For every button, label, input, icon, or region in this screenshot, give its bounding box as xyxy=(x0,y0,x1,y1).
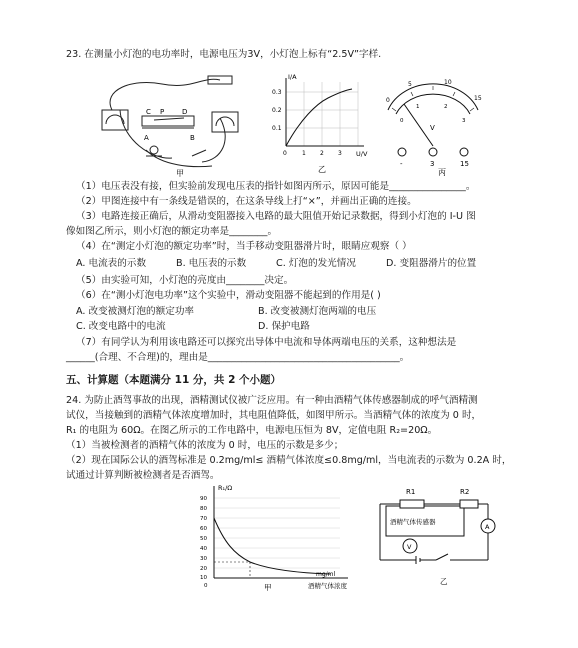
label-r1: R1 xyxy=(406,488,416,496)
graph-q24-ytick: 70 xyxy=(200,516,207,522)
figure-q24-jia-graph xyxy=(190,480,370,592)
label-c: C xyxy=(146,108,151,116)
terminal-label: 15 xyxy=(460,160,469,168)
sensor-label: 酒精气体传感器 xyxy=(390,518,436,526)
graph-q24-x-label: mg/ml xyxy=(316,571,336,578)
q24-line-4: （1）当被检测者的酒精气体的浓度为 0 时，电压的示数是多少； xyxy=(66,440,344,451)
q24-line-3: R₁ 的电阻为 60Ω。在图乙所示的工作电路中，电源电压恒为 8V，定值电阻 R₂=20Ω。 xyxy=(66,425,438,436)
q23-line-5: （4）在“测定小灯泡的额定功率”时，当手移动变阻器滑片时，眼睛应观察（ ） xyxy=(76,241,412,252)
dial-bottom-tick: 1 xyxy=(416,104,420,110)
figure-bing-voltmeter xyxy=(378,72,488,176)
section-5-heading: 五、计算题（本题满分 11 分，共 2 个小题） xyxy=(66,374,282,386)
figure-jia-circuit xyxy=(92,70,264,180)
graph-yi-xtick: 0 xyxy=(283,150,287,157)
q23-title: 23. 在测量小灯泡的电功率时，电源电压为3V，小灯泡上标有“2.5V”字样. xyxy=(66,49,382,60)
graph-q24-ytick: 50 xyxy=(200,536,207,542)
q6-option-c: C. 改变电路中的电流 xyxy=(76,321,166,332)
dial-unit: V xyxy=(430,124,435,132)
graph-yi-y-label: I/A xyxy=(288,73,297,81)
q24-line-5: （2）现在国际公认的酒驾标准是 0.2mg/ml≤ 酒精气体浓度≤0.8mg/ml，当电流表的示数为 0.2A 时， xyxy=(66,455,512,466)
q4-option-c: C. 灯泡的发光情况 xyxy=(276,258,356,269)
dial-bottom-tick: 0 xyxy=(400,118,404,124)
q4-option-b: B. 电压表的示数 xyxy=(176,258,247,269)
q23-q7-line2: ______(合理、不合理)的，理由是________________________________________。 xyxy=(66,352,410,363)
q23-line-3: （3）电路连接正确后，从滑动变阻器接入电路的最大阻值开始记录数据，得到小灯泡的 I-U 图 xyxy=(76,211,476,222)
q24-line-1: 24. 为防止酒驾事故的出现，酒精测试仪被广泛应用。有一种由酒精气体传感器制成的呼气酒精测 xyxy=(66,395,478,406)
graph-q24-ytick: 30 xyxy=(200,556,207,562)
figure-q24-jia-label: 甲 xyxy=(264,583,272,592)
label-d: D xyxy=(182,108,188,116)
dial-top-tick: 10 xyxy=(444,79,452,86)
voltmeter-label: V xyxy=(407,543,412,551)
terminal-label: 3 xyxy=(430,160,435,168)
dial-bottom-tick: 2 xyxy=(444,104,448,110)
figure-q24-yi-circuit xyxy=(376,480,506,592)
figure-yi-label: 乙 xyxy=(318,165,326,174)
graph-yi-ytick: 0.3 xyxy=(272,89,282,96)
graph-yi-xtick: 1 xyxy=(302,150,306,157)
graph-yi-xtick: 2 xyxy=(320,150,324,157)
figure-q24-yi-label: 乙 xyxy=(440,577,448,586)
q6-option-d: D. 保护电路 xyxy=(258,321,310,332)
dial-top-tick: 15 xyxy=(474,95,482,102)
figure-yi-graph xyxy=(268,70,372,176)
label-a: A xyxy=(144,134,149,142)
q6-option-b: B. 改变被测灯泡两端的电压 xyxy=(258,306,377,317)
graph-q24-ytick: 60 xyxy=(200,526,207,532)
graph-q24-ytick: 20 xyxy=(200,566,207,572)
graph-yi-x-label: U/V xyxy=(356,150,368,158)
q6-option-a: A. 改变被测灯泡的额定功率 xyxy=(76,306,195,317)
q23-q6: （6）在“测小灯泡电功率”这个实验中，滑动变阻器不能起到的作用是( ) xyxy=(76,290,381,301)
label-b: B xyxy=(190,134,195,142)
graph-yi-ytick: 0.1 xyxy=(272,125,282,132)
q23-line-1: （1）电压表没有接，但实验前发现电压表的指针如图丙所示，原因可能是________________。 xyxy=(76,181,476,192)
terminal-label: - xyxy=(400,160,403,168)
figure-bing-label: 丙 xyxy=(438,168,446,176)
q24-line-2: 试仪，当接触到的酒精气体浓度增加时，其电阻值降低，如图甲所示。当酒精气体的浓度为 0 时， xyxy=(66,410,482,421)
q4-option-a: A. 电流表的示数 xyxy=(76,258,147,269)
graph-q24-ytick: 0 xyxy=(204,583,208,589)
graph-q24-y-label: R₁/Ω xyxy=(218,484,233,492)
q23-q7-line1: （7）有同学认为利用该电路还可以探究出导体中电流和导体两端电压的关系，这种想法是 xyxy=(76,337,457,348)
dial-top-tick: 0 xyxy=(386,97,390,104)
q23-q5: （5）由实验可知，小灯泡的亮度由________决定。 xyxy=(76,275,294,286)
graph-q24-x-caption: 酒精气体浓度 xyxy=(308,582,347,590)
q4-option-d: D. 变阻器滑片的位置 xyxy=(386,258,477,269)
label-r2: R2 xyxy=(460,488,470,496)
q24-line-6: 试通过计算判断被检测者是否酒驾。 xyxy=(66,470,220,481)
dial-top-tick: 5 xyxy=(408,81,412,88)
graph-yi-ytick: 0.2 xyxy=(272,107,282,114)
q23-line-4: 像如图乙所示，则小灯泡的额定功率是________。 xyxy=(66,226,278,237)
graph-q24-ytick: 10 xyxy=(200,575,207,581)
graph-q24-ytick: 40 xyxy=(200,546,207,552)
q23-line-2: （2）甲图连接中有一条线是错误的，在这条导线上打“×”，并画出正确的连接。 xyxy=(76,196,417,207)
graph-q24-ytick: 80 xyxy=(200,506,207,512)
dial-bottom-tick: 3 xyxy=(462,118,466,124)
graph-yi-xtick: 3 xyxy=(338,150,342,157)
graph-q24-ytick: 90 xyxy=(200,496,207,502)
ammeter-label: A xyxy=(485,523,490,531)
label-p: P xyxy=(160,108,165,116)
figure-jia-label: 甲 xyxy=(176,169,184,178)
